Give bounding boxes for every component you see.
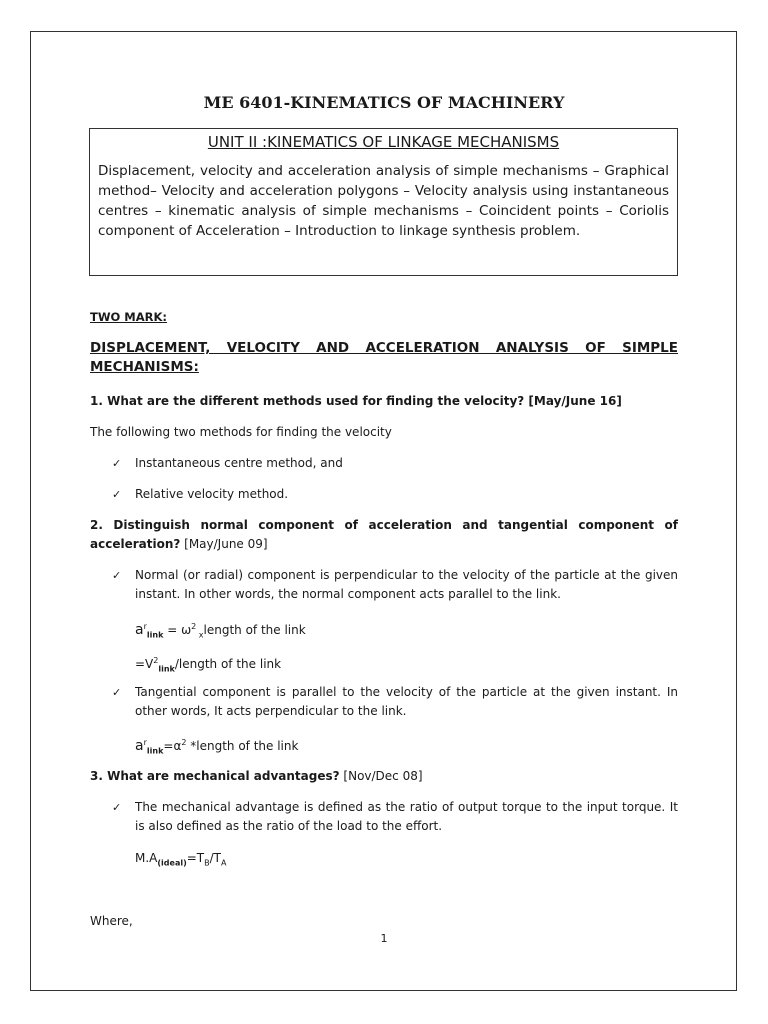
page-number: 1 xyxy=(380,932,388,945)
list-item-text: The mechanical advantage is defined as the ratio of output torque to the input torque. It is also defined as the ratio of the load to the effort. xyxy=(135,800,678,833)
question-3-text: 3. What are mechanical advantages? xyxy=(90,769,340,783)
question-3 xyxy=(90,767,678,786)
topic-heading: DISPLACEMENT, VELOCITY AND ACCELERATION ANALYSIS OF SIMPLE MECHANISMS: xyxy=(90,340,678,375)
formula-normal-acceleration: $a^r_{link} = \omega^2$ $_x$length of the link xyxy=(135,622,306,640)
list-item xyxy=(112,566,678,604)
question-1-text: 1. What are the different methods used for finding the velocity? xyxy=(90,394,525,408)
question-1-intro: The following two methods for finding the velocity xyxy=(90,425,392,439)
list-item-text: Normal (or radial) component is perpendicular to the velocity of the particle at the given instant. In other words, the normal component acts parallel to the link. xyxy=(135,568,678,601)
section-label: TWO MARK: xyxy=(90,310,168,324)
check-icon: ✓ xyxy=(112,686,122,699)
unit-summary-box xyxy=(89,128,678,276)
check-icon: ✓ xyxy=(112,801,122,814)
formula-tangential-acceleration: $a^r_{link}=\alpha^2$ *length of the link xyxy=(135,738,299,756)
where-label: Where, xyxy=(90,914,133,928)
question-2 xyxy=(90,516,678,554)
list-item xyxy=(112,683,678,721)
list-item-text: Instantaneous centre method, and xyxy=(135,456,343,470)
question-2-text: 2. Distinguish normal component of acceleration and tangential component of acceleration? xyxy=(90,518,678,551)
list-item xyxy=(112,485,678,504)
list-item-text: Tangential component is parallel to the velocity of the particle at the given instant. In other words, It acts perpendicular to the link. xyxy=(135,685,678,718)
list-item xyxy=(112,798,678,836)
question-1-ref: [May/June 16] xyxy=(524,394,622,408)
question-1 xyxy=(90,392,678,411)
check-icon: ✓ xyxy=(112,457,122,470)
question-2-ref: [May/June 09] xyxy=(180,537,268,551)
formula-velocity-squared: $=V^2_{link}$/length of the link xyxy=(135,656,282,674)
unit-description: Displacement, velocity and acceleration analysis of simple mechanisms – Graphical method– Velocity and acceleration polygons – Velocity analysis using instantaneous centres – kinematic analysis of simple mechanisms – Coincident points – Coriolis component of Acceleration – Introduction to linkage synthesis problem. xyxy=(98,163,669,239)
list-item-text: Relative velocity method. xyxy=(135,487,289,501)
document-title: ME 6401-KINEMATICS OF MACHINERY xyxy=(203,93,565,112)
question-3-ref: [Nov/Dec 08] xyxy=(339,769,423,783)
check-icon: ✓ xyxy=(112,569,122,582)
check-icon: ✓ xyxy=(112,488,122,501)
unit-heading: UNIT II :KINEMATICS OF LINKAGE MECHANISMS xyxy=(207,133,560,151)
list-item xyxy=(112,454,678,473)
formula-mechanical-advantage: $M.A_{(ideal)}=T_B/T_A$ xyxy=(135,851,227,868)
